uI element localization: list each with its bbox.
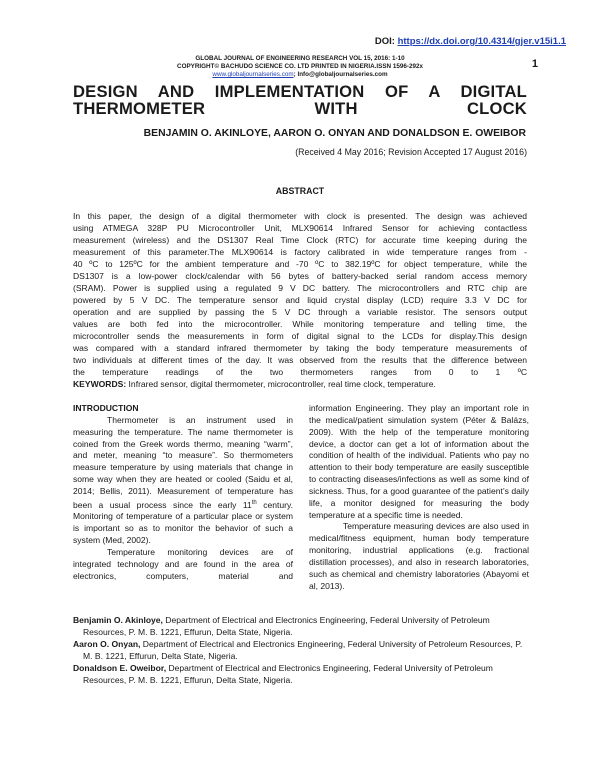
keywords (73, 378, 527, 390)
abstract-line: measurement (wireless) and the DS1307 Real Time Clock (RTC) for accurate time keeping during the (73, 235, 527, 245)
affiliation-author: Benjamin O. Akinloye, (73, 615, 163, 625)
abstract-heading: ABSTRACT (275, 186, 325, 196)
intro-paragraph-1-end: century. Monitoring of temperature of a particular place or system is important so as to monitor the behavior of such a system (Med, 2002). (73, 499, 293, 546)
affiliation-item (73, 639, 533, 662)
journal-website-link[interactable]: www.globaljournalseries.com (212, 71, 294, 78)
author-list: BENJAMIN O. AKINLOYE, AARON O. ONYAN AND DONALDSON E. OWEIBOR (143, 128, 526, 139)
intro-paragraph-4: Temperature measuring devices are also used in medical/fitness equipment, human body temperature monitoring, industrial applications (e.g. fractional distillation processes), and also in research laboratories, such as chemical and chemistry laboratories (Abayomi et al, 2013). (309, 521, 529, 591)
abstract-line: values are both fed into the microcontroller. While monitoring temperature and telling time, the (73, 319, 527, 329)
affiliation-author: Aaron O. Onyan, (73, 639, 141, 649)
abstract-line: In this paper, the design of a digital thermometer with clock is presented. The design was achieved (73, 211, 527, 221)
abstract-line: was compared with a standard infrared thermometer by taking the body temperature measurements of (73, 343, 527, 353)
affiliation-author: Donaldson E. Oweibor, (73, 663, 167, 673)
affiliation-item (73, 663, 533, 686)
intro-left-column (73, 403, 293, 583)
abstract-line: measurement of this parameter.The MLX90614 is factory calibrated in wide temperature ranges from - (73, 247, 527, 257)
abstract-body (73, 210, 527, 378)
intro-right-column (309, 403, 529, 593)
journal-contact-line (64, 71, 536, 79)
doi-line (375, 36, 566, 47)
journal-header (64, 55, 536, 79)
abstract-line: 40 ºC to 125ºC for the ambient temperature and -70 ºC to 382.19ºC for object temperature, while the (73, 259, 527, 269)
copyright-line: COPYRIGHT© BACHUDO SCIENCE CO. LTD PRINTED IN NIGERIA.ISSN 1596-292x (177, 63, 423, 70)
article-title (73, 83, 527, 117)
journal-email: ; Info@globaljournalseries.com (293, 71, 388, 78)
keywords-text: Infrared sensor, digital thermometer, microcontroller, real time clock, temperature. (126, 379, 436, 389)
intro-paragraph-1 (73, 415, 293, 547)
introduction-heading: INTRODUCTION (73, 403, 139, 413)
abstract-line: microcontroller sends the measurements in form of digital signal to the LCDs for display.This design (73, 331, 527, 341)
affiliation-text: Department of Electrical and Electronics Engineering, Federal University of Petroleum Resources, P. M. B. 1221, Effurun, Delta State, Nigeria. (83, 639, 523, 661)
title-line-1: DESIGN AND IMPLEMENTATION OF A DIGITAL (73, 82, 527, 101)
affiliation-text: Department of Electrical and Electronics Engineering, Federal University of Petroleum Resources, P. M. B. 1221, Effurun, Delta State, Nigeria. (83, 663, 493, 685)
page-number: 1 (531, 58, 538, 70)
journal-title-line: GLOBAL JOURNAL OF ENGINEERING RESEARCH VOL 15, 2016: 1-10 (195, 55, 405, 62)
abstract-line: the temperature readings of the two thermometers ranges from 0 to 1 ºC (73, 367, 527, 377)
abstract-line: operation and are supplied by passing the 5 V DC through a variable resistor. The sensors output (73, 307, 527, 317)
abstract-line: DS1307 is a low-power clock/calendar with 56 bytes of battery-backed serial random access memory (73, 271, 527, 281)
intro-paragraph-3: information Engineering. They play an important role in the medical/patient simulation system (Péter & Balázs, 2009). With the help of the temperature monitoring device, a doctor can get a lot of information about the condition of health of the individual. Patients who pay no attention to their body temperature are easily susceptible to contracting diseases/infections as well as some kind of sickness. Thus, for a good guarantee of the patient’s daily life, a monitor designed for measuring the body temperature at a specific time is needed. (309, 403, 529, 520)
keywords-label: KEYWORDS: (73, 379, 127, 389)
affiliations (73, 615, 533, 687)
affiliation-text: Department of Electrical and Electronics Engineering, Federal University of Petroleum Resources, P. M. B. 1221, Effurun, Delta State, Nigeria. (83, 615, 490, 637)
superscript: th (251, 499, 257, 506)
title-line-2: THERMOMETER WITH CLOCK (73, 99, 527, 118)
intro-paragraph-2: Temperature monitoring devices are of integrated technology and are found in the area of electronics, computers, material and (73, 546, 293, 581)
doi-link[interactable]: https://dx.doi.org/10.4314/gjer.v15i1.1 (397, 36, 566, 47)
abstract-line: powered by 5 V DC. The temperature sensor and liquid crystal display (LCD) require 3.3 V DC for (73, 295, 527, 305)
affiliation-item (73, 615, 533, 638)
doi-label: DOI: (374, 36, 395, 47)
intro-paragraph-1-text: Thermometer is an instrument used in measuring the temperature. The name thermometer is coined from the Greek words thermo, meaning “warm”, and meter, meaning “to measure”. So thermometers measure temperature by using materials that change in some way when they are heated or cooled (Saidu et al, 2014; Bellis, 2011). Measurement of temperature has been a usual process since the early 11 (73, 414, 293, 510)
abstract-line: using ATMEGA 328P PU Microcontroller Unit, MLX90614 Infrared Sensor for achieving contactless (73, 223, 527, 233)
abstract-line: two individuals at different times of the day. It was observed from the results that the difference between (73, 355, 527, 365)
received-dates: (Received 4 May 2016; Revision Accepted 17 August 2016) (295, 147, 527, 157)
abstract-line: (SRAM). Power is supplied using a regulated 9 V DC battery. The microcontrollers and RTC chip are (73, 283, 527, 293)
